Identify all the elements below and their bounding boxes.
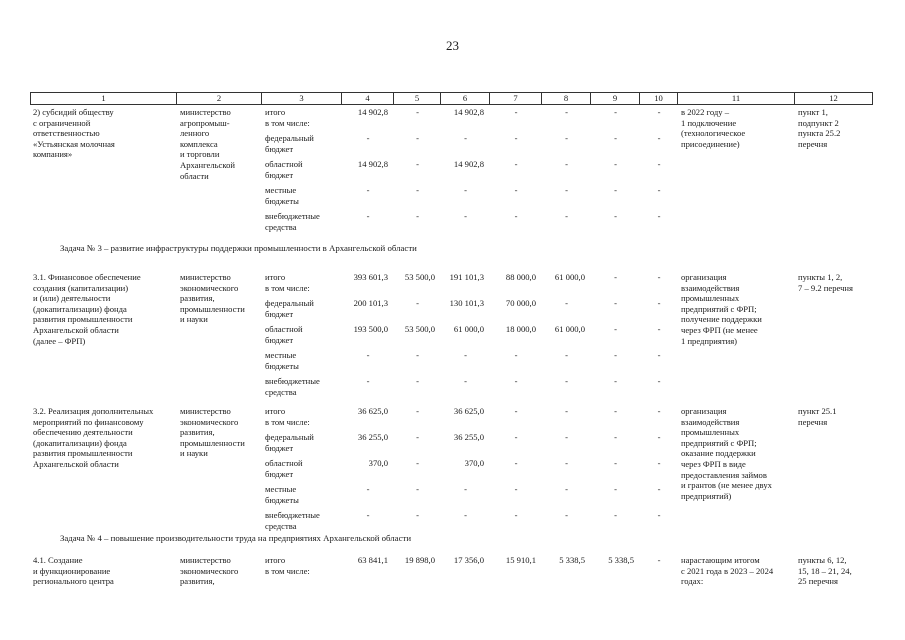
column-header-4: 4 (342, 93, 394, 104)
amount-cell: 193 500,0 (353, 324, 388, 334)
column-header-1: 1 (30, 93, 177, 104)
text-line: получение поддержки (681, 314, 762, 325)
amount-cell: - (565, 185, 568, 195)
text-line: 3.1. Финансовое обеспечение (33, 272, 141, 282)
funding-source (265, 484, 341, 505)
amount-cell: 15 910,1 (505, 555, 536, 565)
amount-cell: - (657, 376, 661, 386)
text-line: компания» (33, 149, 73, 160)
text-line: взаимодействия (681, 282, 740, 293)
text-line: пункт 25.1 (798, 406, 837, 416)
text-line: бюджеты (265, 494, 299, 505)
text-line: итого (265, 406, 286, 416)
funding-source (265, 107, 341, 128)
text-line: бюджеты (265, 195, 299, 206)
reference (798, 555, 872, 587)
text-line: обеспечению деятельности (33, 427, 133, 438)
text-line: федеральный (265, 298, 314, 308)
text-line: министерство (180, 107, 231, 117)
text-line: и грантов (не менее двух (681, 480, 772, 491)
amount-cell: - (657, 272, 661, 282)
text-line: местные (265, 350, 297, 360)
budget-table (30, 92, 873, 587)
funding-source (265, 211, 341, 232)
amount-cell: - (614, 107, 617, 117)
text-line: оказание поддержки (681, 448, 756, 459)
text-line: внебюджетные (265, 376, 320, 386)
text-line: ответственностью (33, 128, 100, 139)
text-line: бюджет (265, 334, 294, 345)
amount-cell: - (416, 406, 419, 416)
text-line: промышленных (681, 293, 740, 304)
text-line: министерство (180, 555, 231, 565)
text-line: 4.1. Создание (33, 555, 83, 565)
amount-cell: - (657, 432, 661, 442)
amount-cell: - (614, 211, 617, 221)
funding-source (265, 376, 341, 397)
amount-cell: - (416, 350, 419, 360)
amount-cell: - (416, 185, 419, 195)
text-line: в 2022 году – (681, 107, 730, 117)
text-line: мероприятий по финансовому (33, 416, 144, 427)
amount-cell: - (614, 510, 617, 520)
amount-cell: - (657, 350, 661, 360)
amount-cell: - (565, 510, 568, 520)
text-line: бюджет (265, 169, 294, 180)
activity-name (33, 107, 176, 160)
amount-cell: - (464, 484, 467, 494)
funding-source (265, 458, 341, 479)
amount-cell: - (514, 185, 518, 195)
text-line: 25 перечня (798, 576, 838, 587)
amount-cell: - (614, 350, 617, 360)
text-line: годах: (681, 576, 704, 587)
funding-source (265, 133, 341, 154)
text-line: (докапитализации) фонда (33, 437, 127, 448)
activity-name (33, 406, 176, 470)
amount-cell: 370,0 (368, 458, 388, 468)
amount-cell: - (614, 133, 617, 143)
amount-cell: 393 601,3 (353, 272, 388, 282)
text-line: пункты 6, 12, (798, 555, 847, 565)
amount-cell: - (416, 107, 419, 117)
text-line: экономического (180, 416, 239, 427)
text-line: внебюджетные (265, 510, 320, 520)
amount-cell: - (614, 298, 617, 308)
amount-cell: - (416, 510, 419, 520)
text-line: (далее – ФРП) (33, 335, 86, 346)
reference (798, 406, 872, 427)
text-line: министерство (180, 406, 231, 416)
text-line: Архангельской (180, 159, 235, 170)
funding-source (265, 350, 341, 371)
amount-cell: - (464, 350, 467, 360)
amount-cell: - (565, 376, 568, 386)
text-line: развития промышленности (33, 448, 133, 459)
column-header-10: 10 (640, 93, 678, 104)
text-line: через ФРП (не менее (681, 324, 758, 335)
text-line: агропромыш- (180, 117, 230, 128)
activity-name (33, 272, 176, 346)
amount-cell: - (416, 484, 419, 494)
amount-cell: 36 625,0 (453, 406, 484, 416)
text-line: бюджет (265, 442, 294, 453)
amount-cell: 36 255,0 (453, 432, 484, 442)
reference (798, 107, 872, 149)
text-line: экономического (180, 282, 239, 293)
amount-cell: 61 000,0 (554, 324, 585, 334)
amount-cell: - (565, 458, 568, 468)
amount-cell: - (514, 406, 518, 416)
amount-cell: - (657, 406, 661, 416)
page-number: 23 (446, 38, 459, 53)
text-line: «Устьянская молочная (33, 138, 115, 149)
text-line: средства (265, 221, 297, 232)
amount-cell: - (416, 159, 419, 169)
text-line: регионального центра (33, 576, 114, 587)
amount-cell: - (614, 185, 617, 195)
amount-cell: 18 000,0 (505, 324, 536, 334)
text-line: и функционирование (33, 565, 111, 576)
amount-cell: - (565, 350, 568, 360)
amount-cell: - (657, 185, 661, 195)
text-line: промышленных (681, 427, 740, 438)
funding-source (265, 432, 341, 453)
amount-cell: - (366, 350, 370, 360)
text-line: средства (265, 520, 297, 531)
text-line: федеральный (265, 133, 314, 143)
text-line: и торговли (180, 149, 220, 160)
amount-cell: 53 500,0 (404, 272, 435, 282)
responsible-executor (180, 555, 261, 587)
text-line: подпункт 2 (798, 117, 839, 128)
amount-cell: - (416, 432, 419, 442)
amount-cell: 88 000,0 (505, 272, 536, 282)
text-line: в том числе: (265, 416, 310, 427)
text-line: итого (265, 107, 286, 117)
column-header-7: 7 (490, 93, 542, 104)
task-heading: Задача № 3 – развитие инфраструктуры поддержки промышленности в Архангельской области (60, 243, 417, 253)
text-line: развития, (180, 576, 215, 587)
amount-cell: 130 101,3 (449, 298, 484, 308)
expected-result (681, 107, 794, 149)
text-line: итого (265, 555, 286, 565)
text-line: бюджет (265, 468, 294, 479)
text-line: в том числе: (265, 117, 310, 128)
column-header-6: 6 (441, 93, 490, 104)
text-line: Архангельской области (33, 324, 119, 335)
amount-cell: - (565, 432, 568, 442)
amount-cell: - (514, 350, 518, 360)
text-line: Архангельской области (33, 458, 119, 469)
amount-cell: - (657, 159, 661, 169)
amount-cell: - (614, 406, 617, 416)
text-line: предоставления займов (681, 469, 767, 480)
amount-cell: - (657, 484, 661, 494)
amount-cell: - (657, 107, 661, 117)
text-line: средства (265, 386, 297, 397)
text-line: перечня (798, 138, 828, 149)
amount-cell: 200 101,3 (353, 298, 388, 308)
amount-cell: - (657, 510, 661, 520)
text-line: промышленности (180, 303, 245, 314)
text-line: федеральный (265, 432, 314, 442)
amount-cell: - (614, 458, 617, 468)
text-line: 3.2. Реализация дополнительных (33, 406, 154, 416)
amount-cell: - (565, 298, 568, 308)
text-line: развития, (180, 427, 215, 438)
funding-source (265, 272, 341, 293)
text-line: министерство (180, 272, 231, 282)
amount-cell: - (514, 484, 518, 494)
amount-cell: - (416, 458, 419, 468)
text-line: предприятий) (681, 490, 732, 501)
text-line: создания (капитализации) (33, 282, 129, 293)
text-line: в том числе: (265, 282, 310, 293)
text-line: предприятий с ФРП; (681, 437, 757, 448)
text-line: пункта 25.2 (798, 128, 841, 139)
text-line: комплекса (180, 138, 218, 149)
amount-cell: 5 338,5 (559, 555, 585, 565)
text-line: присоединение) (681, 138, 740, 149)
text-line: местные (265, 185, 297, 195)
amount-cell: - (416, 298, 419, 308)
amount-cell: - (614, 272, 617, 282)
amount-cell: 191 101,3 (449, 272, 484, 282)
expected-result (681, 406, 794, 501)
text-line: и науки (180, 314, 208, 325)
amount-cell: - (565, 484, 568, 494)
funding-source (265, 406, 341, 427)
column-header-11: 11 (678, 93, 795, 104)
funding-source (265, 510, 341, 531)
text-line: (докапитализации) фонда (33, 303, 127, 314)
text-line: 1 подключение (681, 117, 737, 128)
amount-cell: - (614, 159, 617, 169)
amount-cell: - (464, 510, 467, 520)
amount-cell: - (657, 458, 661, 468)
text-line: пункты 1, 2, (798, 272, 843, 282)
funding-source (265, 298, 341, 319)
text-line: с 2021 года в 2023 – 2024 (681, 565, 774, 576)
text-line: организация (681, 272, 727, 282)
amount-cell: - (514, 211, 518, 221)
amount-cell: - (514, 107, 518, 117)
text-line: 2) субсидий обществу (33, 107, 114, 117)
text-line: и (или) деятельности (33, 293, 111, 304)
text-line: бюджет (265, 308, 294, 319)
column-header-12: 12 (795, 93, 873, 104)
amount-cell: - (565, 107, 568, 117)
amount-cell: - (416, 211, 419, 221)
text-line: с ограниченной (33, 117, 91, 128)
amount-cell: 53 500,0 (404, 324, 435, 334)
amount-cell: 19 898,0 (404, 555, 435, 565)
text-line: (технологическое (681, 128, 746, 139)
amount-cell: - (514, 510, 518, 520)
task-heading: Задача № 4 – повышение производительности труда на предприятиях Архангельской области (60, 533, 412, 543)
amount-cell: - (366, 484, 370, 494)
amount-cell: - (366, 376, 370, 386)
text-line: и науки (180, 448, 208, 459)
text-line: перечня (798, 416, 828, 427)
amount-cell: 14 902,8 (453, 107, 484, 117)
amount-cell: 36 255,0 (357, 432, 388, 442)
amount-cell: - (514, 159, 518, 169)
funding-source (265, 159, 341, 180)
amount-cell: - (514, 133, 518, 143)
text-line: взаимодействия (681, 416, 740, 427)
amount-cell: - (366, 510, 370, 520)
amount-cell: - (657, 555, 661, 565)
column-header-8: 8 (542, 93, 591, 104)
amount-cell: - (366, 133, 370, 143)
text-line: 1 предприятия) (681, 335, 738, 346)
amount-cell: - (464, 211, 467, 221)
activity-name (33, 555, 176, 587)
funding-source (265, 324, 341, 345)
amount-cell: 36 625,0 (357, 406, 388, 416)
text-line: бюджет (265, 143, 294, 154)
amount-cell: - (514, 376, 518, 386)
text-line: нарастающим итогом (681, 555, 760, 565)
amount-cell: - (565, 159, 568, 169)
amount-cell: 14 902,8 (357, 159, 388, 169)
text-line: бюджеты (265, 360, 299, 371)
funding-source (265, 555, 341, 576)
text-line: экономического (180, 565, 239, 576)
text-line: промышленности (180, 437, 245, 448)
amount-cell: 14 902,8 (453, 159, 484, 169)
amount-cell: 14 902,8 (357, 107, 388, 117)
funding-source (265, 185, 341, 206)
column-header-9: 9 (591, 93, 640, 104)
text-line: пункт 1, (798, 107, 828, 117)
responsible-executor (180, 406, 261, 459)
amount-cell: 61 000,0 (453, 324, 484, 334)
amount-cell: - (464, 185, 467, 195)
text-line: 15, 18 – 21, 24, (798, 565, 852, 576)
text-line: предприятий с ФРП; (681, 303, 757, 314)
text-line: внебюджетные (265, 211, 320, 221)
column-header-row (30, 92, 873, 105)
reference (798, 272, 872, 293)
amount-cell: - (657, 298, 661, 308)
expected-result (681, 555, 794, 587)
responsible-executor (180, 107, 261, 181)
text-line: организация (681, 406, 727, 416)
text-line: итого (265, 272, 286, 282)
amount-cell: - (565, 406, 568, 416)
amount-cell: - (565, 133, 568, 143)
text-line: местные (265, 484, 297, 494)
column-header-3: 3 (262, 93, 342, 104)
amount-cell: - (366, 211, 370, 221)
amount-cell: - (614, 376, 617, 386)
text-line: области (180, 170, 209, 181)
expected-result (681, 272, 794, 346)
amount-cell: 70 000,0 (505, 298, 536, 308)
text-line: в том числе: (265, 565, 310, 576)
text-line: развития промышленности (33, 314, 133, 325)
amount-cell: - (657, 211, 661, 221)
amount-cell: 17 356,0 (453, 555, 484, 565)
amount-cell: - (657, 324, 661, 334)
amount-cell: 370,0 (464, 458, 484, 468)
text-line: ленного (180, 128, 210, 139)
amount-cell: - (614, 432, 617, 442)
amount-cell: - (464, 133, 467, 143)
column-header-5: 5 (394, 93, 441, 104)
text-line: развития, (180, 293, 215, 304)
amount-cell: - (657, 133, 661, 143)
column-header-2: 2 (177, 93, 262, 104)
amount-cell: - (416, 133, 419, 143)
amount-cell: 63 841,1 (357, 555, 388, 565)
amount-cell: - (614, 324, 617, 334)
amount-cell: - (614, 484, 617, 494)
amount-cell: - (464, 376, 467, 386)
text-line: областной (265, 458, 303, 468)
amount-cell: - (366, 185, 370, 195)
amount-cell: - (565, 211, 568, 221)
amount-cell: - (514, 458, 518, 468)
text-line: областной (265, 324, 303, 334)
amount-cell: 5 338,5 (608, 555, 634, 565)
amount-cell: 61 000,0 (554, 272, 585, 282)
text-line: через ФРП в виде (681, 458, 746, 469)
amount-cell: - (514, 432, 518, 442)
text-line: областной (265, 159, 303, 169)
amount-cell: - (416, 376, 419, 386)
responsible-executor (180, 272, 261, 325)
text-line: 7 – 9.2 перечня (798, 282, 853, 293)
